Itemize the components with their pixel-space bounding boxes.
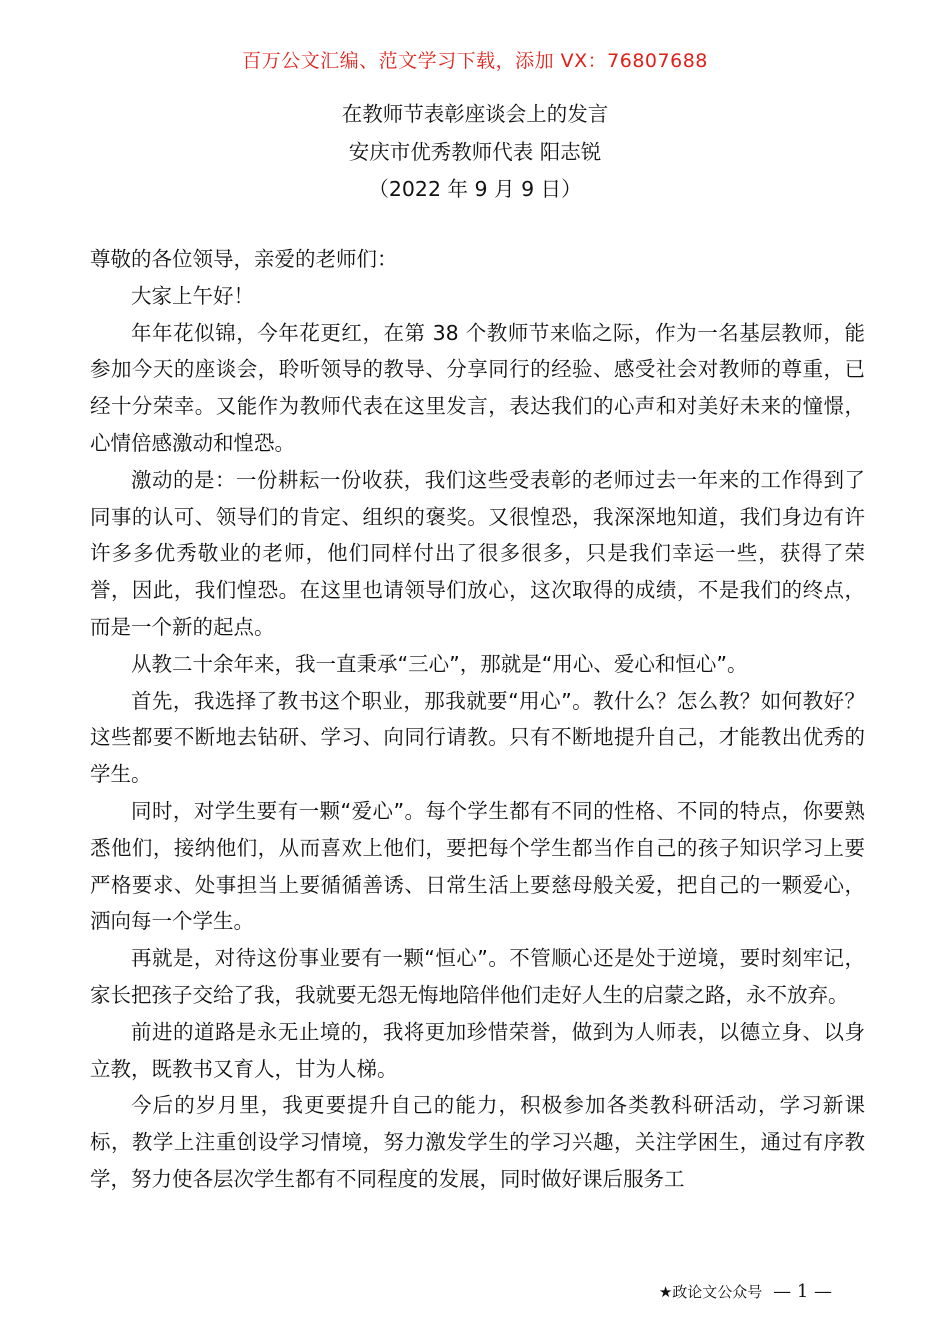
paragraph-excitement: 激动的是：一份耕耘一份收获，我们这些受表彰的老师过去一年来的工作得到了同事的认可、领导们的肯定、组织的褒奖。又很惶恐，我深深地知道，我们身边有许许多多优秀敬业的老师，他们同样付出了很多很多，只是我们幸运一些，获得了荣誉，因此，我们惶恐。在这里也请领导们放心，这次取得的成绩，不是我们的终点，而是一个新的起点。 [90, 467, 865, 639]
watermark-banner: 百万公文汇编、范文学习下载，添加 VX：76807688 [242, 50, 708, 72]
speech-body [90, 241, 865, 1198]
page-number: — 1 — [773, 1281, 832, 1302]
date-line: （2022 年 9 月 9 日） [368, 177, 582, 201]
paragraph-three-hearts: 从教二十余年来，我一直秉承“三心”，那就是“用心、爱心和恒心”。 [131, 651, 748, 676]
paragraph-love: 同时，对学生要有一颗“爱心”。每个学生都有不同的性格、不同的特点，你要熟悉他们，接纳他们，从而喜欢上他们，要把每个学生都当作自己的孩子知识学习上要严格要求、处事担当上要循循善诱、日常生活上要慈母般关爱，把自己的一颗爱心，洒向每一个学生。 [90, 798, 865, 934]
paragraph-perseverance: 再就是，对待这份事业要有一颗“恒心”。不管顺心还是处于逆境，要时刻牢记，家长把孩子交给了我，我就要无怨无悔地陪伴他们走好人生的启蒙之路，永不放弃。 [90, 946, 865, 1007]
paragraph-dedication: 首先，我选择了教书这个职业，那我就要“用心”。教什么？怎么教？如何教好？这些都要不断地去钻研、学习、向同行请教。只有不断地提升自己，才能教出优秀的学生。 [90, 688, 865, 787]
title-block [0, 96, 950, 209]
document-title: 在教师节表彰座谈会上的发言 [341, 102, 609, 126]
paragraph-future: 今后的岁月里，我更要提升自己的能力，积极参加各类教科研活动，学习新课标，教学上注重创设学习情境，努力激发学生的学习兴趣，关注学困生，通过有序教学，努力使各层次学生都有不同程度的发展，同时做好课后服务工 [90, 1093, 865, 1191]
paragraph-intro: 年年花似锦，今年花更红，在第 38 个教师节来临之际，作为一名基层教师，能参加今天的座谈会，聆听领导的教导、分享同行的经验、感受社会对教师的尊重，已经十分荣幸。又能作为教师代表在这里发言，表达我们的心声和对美好未来的憧憬，心情倍感激动和惶恐。 [90, 320, 865, 455]
paragraph-honor: 前进的道路是永无止境的，我将更加珍惜荣誉，做到为人师表，以德立身、以身立教，既教书又育人，甘为人梯。 [90, 1019, 865, 1081]
speaker-line: 安庆市优秀教师代表 阳志锐 [348, 139, 602, 164]
paragraph-greeting: 大家上午好！ [131, 283, 254, 308]
footer-source: ★政论文公众号 [658, 1283, 763, 1301]
page-footer [659, 1281, 832, 1302]
salutation: 尊敬的各位领导，亲爱的老师们： [90, 247, 398, 271]
